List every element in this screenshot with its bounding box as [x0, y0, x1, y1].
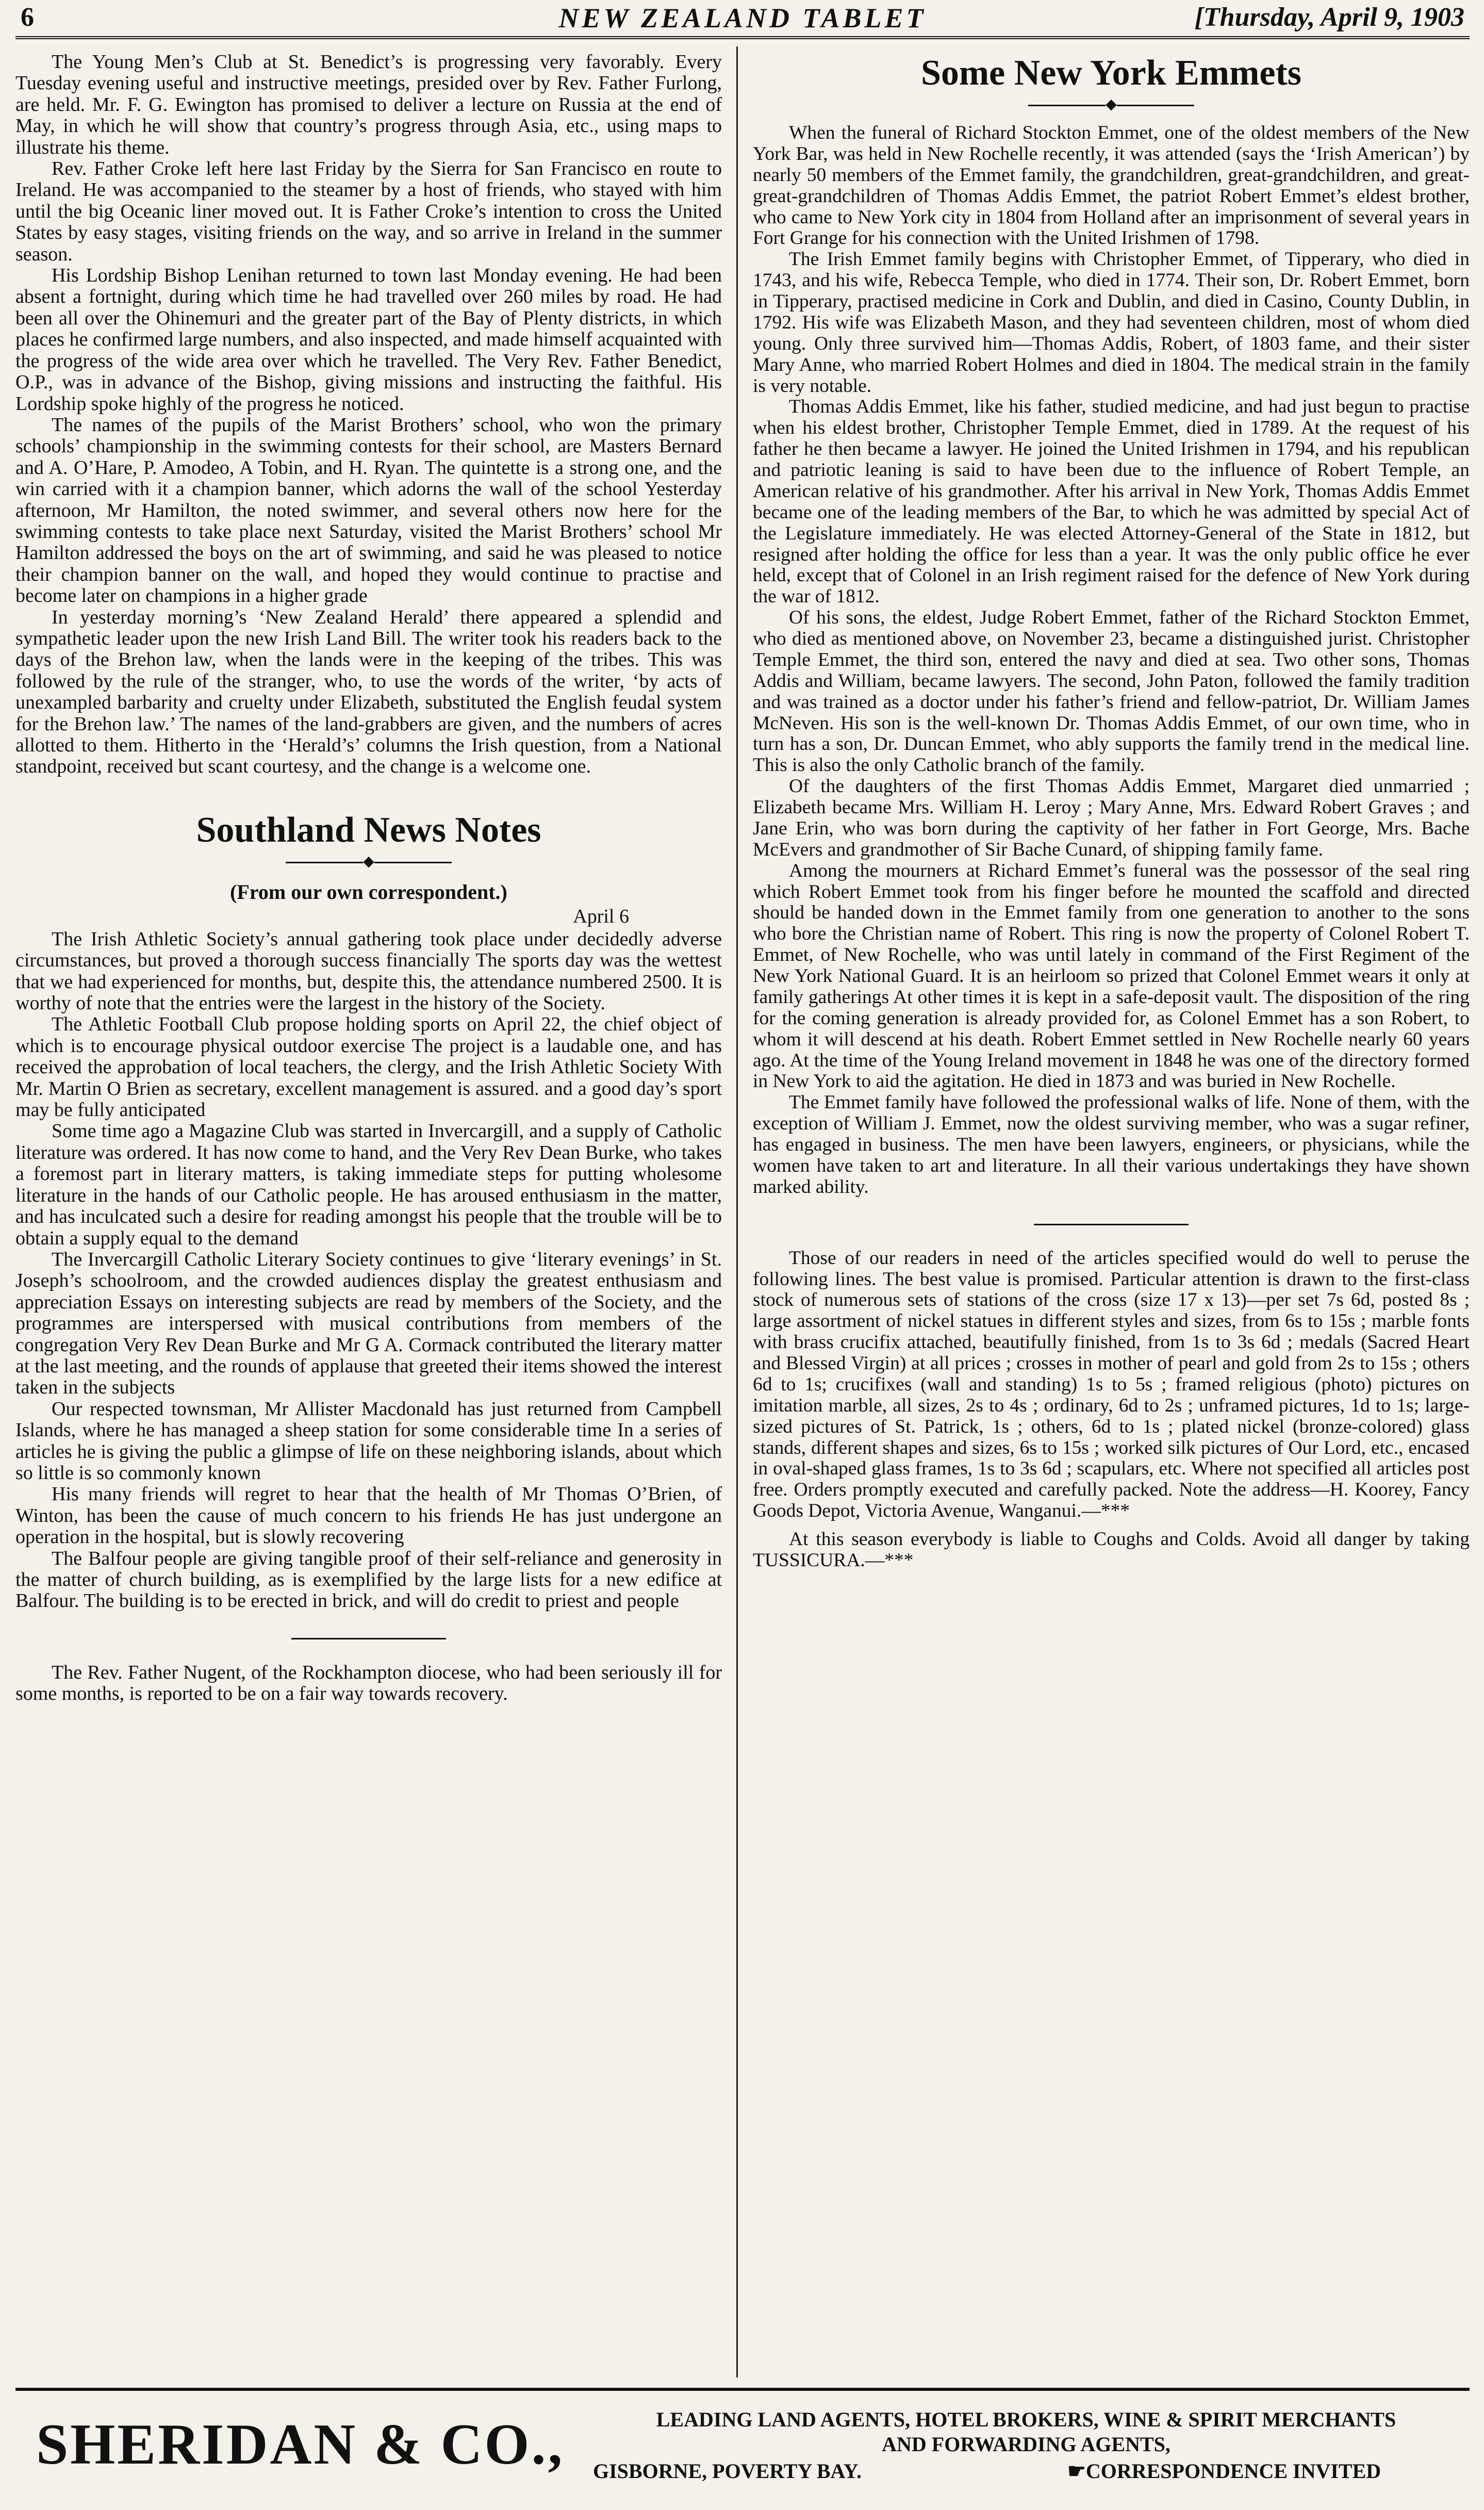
sheridan-advertisement [15, 2388, 1470, 2509]
article-paragraph: His Lordship Bishop Lenihan returned to town last Monday evening. He had been absent a fortnight, during which time he had travelled over 260 miles by road. He had been all over the Ohinemuri and the greater part of the Bay of Plenty districts, in which places he confirmed large numbers, and also inspected, and made himself acquainted with the progress of the wide area over which he travelled. The Very Rev. Father Benedict, O.P., was in advance of the Bishop, giving missions and instructing the faithful. His Lordship spoke highly of the progress he noticed. [15, 265, 722, 415]
article-paragraph: The Emmet family have followed the professional walks of life. None of them, with the exception of William J. Emmet, now the oldest surviving member, who was a sugar refiner, has engaged in business. The men have been lawyers, engineers, or physicians, while the women have taken to art and literature. In all their various undertakings they have shown marked ability. [753, 1092, 1470, 1197]
left-column [15, 52, 722, 1705]
southland-dateline: April 6 [573, 905, 629, 927]
section-rule [291, 1638, 446, 1639]
article-paragraph: Of his sons, the eldest, Judge Robert Emmet, father of the Richard Stockton Emmet, who died as mentioned above, on November 23, became a distinguished jurist. Christopher Temple Emmet, the third son, entered the navy and died at sea. Two other sons, Thomas Addis and William, became lawyers. The second, John Paton, followed the family tradition and was trained as a doctor under his father’s friend and fellow-patriot, Dr. William James McNeven. His son is the well-known Dr. Thomas Addis Emmet, of our own time, who in turn has a son, Dr. Duncan Emmet, who ably supports the family trend in the medical line. This is also the only Catholic branch of the family. [753, 607, 1470, 776]
article-paragraph: Rev. Father Croke left here last Friday by the Sierra for San Francisco en route to Ireland. He was accompanied to the steamer by a host of friends, who stayed with him until the big Oceanic liner moved out. It is Father Croke’s intention to cross the United States by easy stages, visiting friends on the way, and so arrive in Ireland in the summer season. [15, 158, 722, 265]
issue-date: [Thursday, April 9, 1903 [1194, 3, 1464, 32]
ad-line: LEADING LAND AGENTS, HOTEL BROKERS, WINE & SPIRIT MERCHANTS [656, 2408, 1396, 2431]
ad-line: AND FORWARDING AGENTS, [882, 2433, 1170, 2456]
southland-title: Southland News Notes [196, 810, 541, 850]
page-header [15, 2, 1470, 39]
paper-title: NEW ZEALAND TABLET [558, 3, 927, 34]
right-column [753, 52, 1470, 1571]
article-paragraph: Of the daughters of the first Thomas Addis Emmet, Margaret died unmarried ; Elizabeth became Mrs. William H. Leroy ; Mary Anne, Mrs. Edward Robert Graves ; and Jane Erin, who was born during the captivity of her father in Fort George, Mrs. Bache McEvers and grandmother of Sir Bache Cunard, of shipping family fame. [753, 776, 1470, 860]
article-paragraph: The Balfour people are giving tangible proof of their self-reliance and generosity in the matter of church building, as is exemplified by the large lists for a new edifice at Balfour. The building is to be erected in brick, and will do credit to priest and people [15, 1547, 722, 1612]
article-paragraph: The Young Men’s Club at St. Benedict’s is progressing very favorably. Every Tuesday evening useful and instructive meetings, presided over by Rev. Father Furlong, are held. Mr. F. G. Ewington has promised to deliver a lecture on Russia at the end of May, in which he will show that country’s progress through Asia, etc., using maps to illustrate his theme. [15, 51, 722, 158]
article-paragraph: The names of the pupils of the Marist Brothers’ school, who won the primary schools’ championship in the swimming contests for their school, are Masters Bernard and A. O’Hare, P. Amodeo, A Tobin, and H. Ryan. The quintette is a strong one, and the win carried with it a champion banner, which adorns the wall of the school Yesterday afternoon, Mr Hamilton, the noted swimmer, and several others now here for the swimming contests to take place next Saturday, visited the Marist Brothers’ school Mr Hamilton addressed the boys on the art of swimming, and said he was pleased to notice their champion banner on the wall, and hoped they would continue to practise and become later on champions in a higher grade [15, 414, 722, 607]
newspaper-page [15, 0, 1470, 2510]
title-ornament: ◆ [753, 97, 1470, 112]
article-paragraph: Among the mourners at Richard Emmet’s funeral was the possessor of the seal ring which Robert Emmet took from his finger before he mounted the scaffold and directed should be handed down in the Emmet family from one generation to another to the sons who bore the Christian name of Robert. This ring is now the property of Colonel Robert T. Emmet, of New Rochelle, who was until lately in command of the First Regiment of the New York National Guard. It is an heirloom so prized that Colonel Emmet wears it only at family gatherings At other times it is kept in a safe-deposit vault. The disposition of the ring for the coming generation is already provided for, as Colonel Emmet has a son Robert, to whom it will descend at his death. Robert Emmet settled in New Rochelle nearly 60 years ago. At the time of the Young Ireland movement in 1848 he was one of the directory formed in New York to aid the agitation. He died in 1873 and was buried in New Rochelle. [753, 860, 1470, 1092]
title-ornament: ◆ [15, 854, 722, 870]
page-number: 6 [21, 3, 34, 32]
emmets-title: Some New York Emmets [920, 53, 1302, 93]
southland-subtitle: (From our own correspondent.) [230, 880, 507, 904]
column-divider [736, 46, 738, 2377]
article-paragraph: Some time ago a Magazine Club was started in Invercargill, and a supply of Catholic literature was ordered. It has now come to hand, and the Very Rev Dean Burke, who takes a foremost part in literary matters, is taking immediate steps for putting wholesome literature in the hands of our Catholic people. He has aroused enthusiasm in the matter, and has inculcated such a desire for reading amongst his people that the trouble will be to obtain a supply equal to the demand [15, 1120, 722, 1249]
article-paragraph: The Athletic Football Club propose holding sports on April 22, the chief object of which is to encourage physical outdoor exercise The project is a laudable one, and has received the approbation of local teachers, the clergy, and the Irish Athletic Society With Mr. Martin O Brien as secretary, excellent management is assured. and a good day’s sport may be fully anticipated [15, 1013, 722, 1121]
article-paragraph: The Invercargill Catholic Literary Society continues to give ‘literary evenings’ in St. Joseph’s schoolroom, and the crowded audiences display the greatest enthusiasm and appreciation Essays on interesting subjects are read by members of the Society, and the programmes are interspersed with musical contributions from members of the congregation Very Rev Dean Burke and Mr G A. Cormack contributed the literary matter at the last meeting, and the rounds of applause that greeted their items showed the interest taken in the subjects [15, 1248, 722, 1399]
section-rule [1034, 1224, 1189, 1225]
article-paragraph: The Rev. Father Nugent, of the Rockhampton diocese, who had been seriously ill for some months, is reported to be on a fair way towards recovery. [15, 1661, 722, 1705]
article-paragraph: Thomas Addis Emmet, like his father, studied medicine, and had just begun to practise when his eldest brother, Christopher Temple Emmet, died in 1789. At the request of his father he then became a lawyer. He joined the United Irishmen in 1794, and his republican and patriotic leaning is said to have been due to the influence of Robert Temple, an American relative of his grandmother. After his arrival in New York, Thomas Addis Emmet became one of the leading members of the Bar, to which he was admitted by special Act of the Legislature immediately. He was elected Attorney-General of the State in 1812, but resigned after holding the office for less than a year. It was the only public office he ever held, except that of Colonel in an Irish regiment raised for the defence of New York during the war of 1812. [753, 396, 1470, 608]
koorey-notice: Those of our readers in need of the articles specified would do well to peruse the following lines. The best value is promised. Particular attention is drawn to the first-class stock of numerous sets of stations of the cross (size 17 x 13)—per set 7s 6d, posted 8s ; large assortment of nickel statues in different styles and sizes, from 6s to 15s ; marble fonts with brass crucifix attached, beautifully finished, from 1s to 3s 6d ; medals (Sacred Heart and Blessed Virgin) at all prices ; crosses in mother of pearl and gold from 2s to 15s ; others 6d to 1s; crucifixes (wall and standing) 1s to 5s ; framed religious (photo) pictures on imitation marble, all sizes, 2s to 4s ; ordinary, 6d to 2s ; unframed pictures, 1d to 1s; large-sized pictures of St. Patrick, 1s ; others, 6d to 1s ; plated nickel (bronze-colored) glass stands, different shapes and sizes, 6s to 15s ; worked silk pictures of Our Lord, etc., encased in oval-shaped glass frames, 1s to 3s 6d ; scapulars, etc. Where not specified all articles post free. Orders promptly executed and carefully packed. Note the address—H. Koorey, Fancy Goods Depot, Victoria Avenue, Wanganui.—*** [753, 1247, 1470, 1522]
article-paragraph: In yesterday morning’s ‘New Zealand Herald’ there appeared a splendid and sympathetic leader upon the new Irish Land Bill. The writer took his readers back to the days of the Brehon law, when the lands were in the keeping of the tribes. This was followed by the rule of the stranger, who, to use the words of the writer, ‘by acts of unexampled barbarity and cruelty under Elizabeth, substituted the English feudal system for the Brehon law.’ The names of the land-grabbers are given, and the numbers of acres allotted to them. Hitherto in the ‘Herald’s’ columns the Irish question, from a National standpoint, received but scant courtesy, and the change is a welcome one. [15, 606, 722, 778]
article-paragraph: The Irish Athletic Society’s annual gathering took place under decidedly adverse circumstances, but proved a thorough success financially The sports day was the wettest that we had experienced for months, but, despite this, the attendance numbered 2500. It is worthy of note that the entries were the largest in the history of the Society. [15, 928, 722, 1014]
ad-firm-name: SHERIDAN & CO., [36, 2413, 565, 2476]
article-paragraph: When the funeral of Richard Stockton Emmet, one of the oldest members of the New York Bar, was held in New Rochelle recently, it was attended (says the ‘Irish American’) by nearly 50 members of the Emmet family, the grandchildren, great-grandchildren, and great-great-grandchildren of Thomas Addis Emmet, the patriot Robert Emmet’s eldest brother, who came to New York city in 1804 from Holland after an imprisonment of several years in Fort Grange for his connection with the United Irishmen of 1798. [753, 122, 1470, 249]
southland-section [15, 809, 722, 1705]
tussicura-notice: At this season everybody is liable to Coughs and Colds. Avoid all danger by taking TUSSICURA.—*** [753, 1529, 1470, 1571]
article-paragraph: His many friends will regret to hear that the health of Mr Thomas O’Brien, of Winton, has been the cause of much concern to his friends He has just undergone an operation in the hospital, but is slowly recovering [15, 1483, 722, 1548]
ad-place: GISBORNE, POVERTY BAY. [593, 2459, 862, 2483]
article-paragraph: Our respected townsman, Mr Allister Macdonald has just returned from Campbell Islands, where he has managed a sheep station for some considerable time In a series of articles he is giving the public a glimpse of life on these neighboring islands, about which so little is so commonly known [15, 1398, 722, 1484]
ad-correspondence: ☛CORRESPONDENCE INVITED [1067, 2459, 1381, 2483]
article-paragraph: The Irish Emmet family begins with Christopher Emmet, of Tipperary, who died in 1743, and his wife, Rebecca Temple, who died in 1774. Their son, Dr. Robert Emmet, born in Tipperary, practised medicine in Cork and Dublin, and died in Casino, County Dublin, in 1792. His wife was Elizabeth Mason, and they had seventeen children, most of whom died young. Only three survived him—Thomas Addis, Robert, of 1803 fame, and their sister Mary Anne, who married Robert Holmes and died in 1804. The medical strain in the family is very notable. [753, 249, 1470, 397]
